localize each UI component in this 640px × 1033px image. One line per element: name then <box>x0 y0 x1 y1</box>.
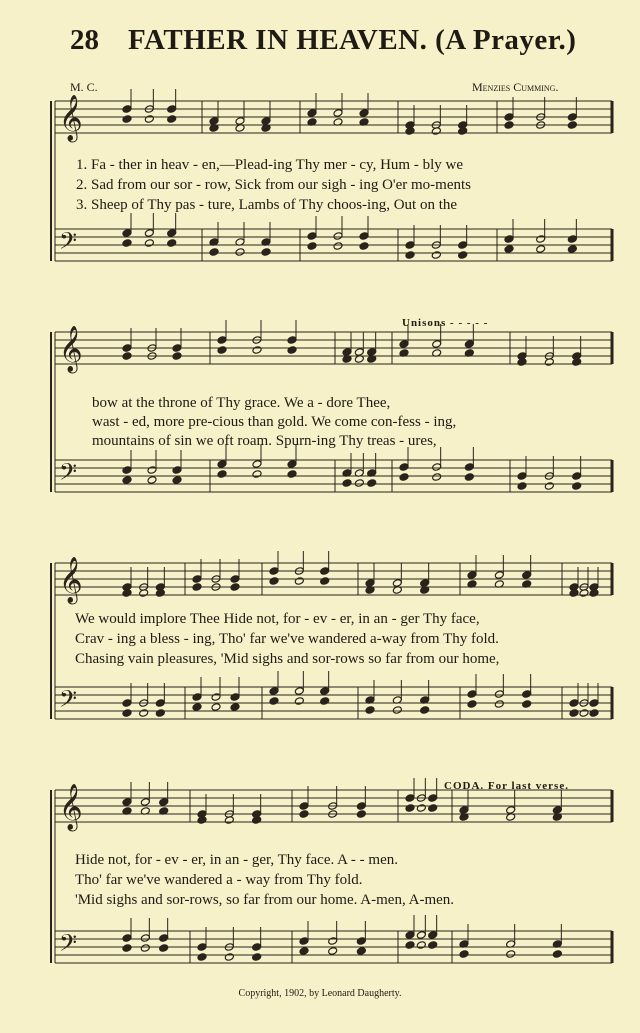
notehead <box>159 944 169 953</box>
notehead <box>467 571 477 580</box>
notehead <box>517 358 527 367</box>
notehead <box>544 482 554 491</box>
notehead <box>399 463 409 472</box>
notehead <box>252 816 262 825</box>
notehead <box>494 700 504 709</box>
notehead <box>517 482 527 491</box>
notehead <box>405 251 415 260</box>
notehead <box>459 950 469 959</box>
notehead <box>287 470 297 479</box>
notehead <box>167 239 177 248</box>
notehead <box>140 934 150 943</box>
lyric-line-s1-v1: 1. Fa - ther in heav - en,—Plead-ing Thy mer - cy, Hum - bly we <box>76 157 463 173</box>
treble-clef: 𝄞 <box>59 95 83 141</box>
notehead <box>147 476 157 485</box>
notehead <box>517 472 527 481</box>
notehead <box>122 709 132 718</box>
bass-clef: 𝄢 <box>59 685 78 718</box>
notehead <box>167 115 177 124</box>
notehead <box>299 810 309 819</box>
notehead <box>567 235 577 244</box>
notehead <box>192 703 202 712</box>
composer-initials: M. C. <box>70 80 98 94</box>
notehead <box>294 697 304 706</box>
notehead <box>458 127 468 136</box>
notehead <box>192 693 202 702</box>
notehead <box>217 346 227 355</box>
notehead <box>299 947 309 956</box>
notehead <box>307 232 317 241</box>
notehead <box>252 943 262 952</box>
notehead <box>299 937 309 946</box>
notehead <box>307 242 317 251</box>
notehead <box>420 706 430 715</box>
noteheads <box>122 89 599 961</box>
notehead <box>428 931 438 940</box>
notehead <box>217 336 227 345</box>
notehead <box>504 113 514 122</box>
composer-credit: Menzies Cumming. <box>472 80 559 94</box>
notehead <box>122 466 132 475</box>
notehead <box>333 109 343 118</box>
notehead <box>197 943 207 952</box>
notehead <box>416 931 426 940</box>
notehead <box>139 589 149 598</box>
notehead <box>144 229 154 238</box>
notehead <box>192 583 202 592</box>
notehead <box>569 589 579 598</box>
notehead <box>172 476 182 485</box>
notehead <box>428 804 438 813</box>
notehead <box>294 687 304 696</box>
lyric-line-s2-v1: bow at the throne of Thy grace. We a - dore Thee, <box>92 395 391 411</box>
notehead <box>356 947 366 956</box>
notehead <box>420 579 430 588</box>
notehead <box>122 115 132 124</box>
notehead <box>287 346 297 355</box>
notehead <box>428 794 438 803</box>
lyric-line-s1-v3: 3. Sheep of Thy pas - ture, Lambs of Thy choos-ing, Out on the <box>76 197 458 213</box>
notehead <box>269 567 279 576</box>
notehead <box>572 472 582 481</box>
notehead <box>522 700 532 709</box>
notehead <box>589 709 599 718</box>
notehead <box>572 482 582 491</box>
notehead <box>333 242 343 251</box>
notehead <box>504 235 514 244</box>
notehead <box>506 950 516 959</box>
notehead <box>359 242 369 251</box>
lyric-line-s3-v1: We would implore Thee Hide not, for - ev - er, in an - ger Thy face, <box>75 611 480 627</box>
bass-clef: 𝄢 <box>59 929 78 962</box>
notehead <box>569 699 579 708</box>
notehead <box>139 709 149 718</box>
notehead <box>197 953 207 962</box>
notehead <box>589 589 599 598</box>
notehead <box>252 346 262 355</box>
hymn-title: FATHER IN HEAVEN. (A Prayer.) <box>128 24 577 56</box>
notehead <box>342 479 352 488</box>
notehead <box>416 804 426 813</box>
notehead <box>269 687 279 696</box>
notehead <box>365 579 375 588</box>
notehead <box>287 336 297 345</box>
notehead <box>217 470 227 479</box>
notehead <box>155 699 165 708</box>
notehead <box>211 693 221 702</box>
notehead <box>155 589 165 598</box>
treble-clef: 𝄞 <box>59 557 83 603</box>
notehead <box>569 709 579 718</box>
notehead <box>328 947 338 956</box>
notehead <box>122 476 132 485</box>
notehead <box>579 709 589 718</box>
notehead <box>464 473 474 482</box>
notehead <box>458 241 468 250</box>
notehead <box>167 229 177 238</box>
notehead <box>192 575 202 584</box>
notehead <box>230 583 240 592</box>
notehead <box>122 934 132 943</box>
notehead <box>405 931 415 940</box>
notehead <box>506 806 516 815</box>
notehead <box>235 117 245 126</box>
notehead <box>159 798 169 807</box>
notehead <box>122 699 132 708</box>
notehead <box>172 352 182 361</box>
notehead <box>269 697 279 706</box>
notehead <box>122 229 132 238</box>
notehead <box>172 344 182 353</box>
notehead <box>392 706 402 715</box>
treble-clef: 𝄞 <box>59 326 83 372</box>
notehead <box>522 571 532 580</box>
clefs <box>59 95 83 962</box>
notehead <box>320 687 330 696</box>
notehead <box>356 810 366 819</box>
notehead <box>320 567 330 576</box>
notehead <box>464 340 474 349</box>
notehead <box>464 463 474 472</box>
notehead <box>589 699 599 708</box>
notehead <box>144 239 154 248</box>
notehead <box>399 473 409 482</box>
notehead <box>354 479 364 488</box>
notehead <box>122 944 132 953</box>
notehead <box>269 577 279 586</box>
unisons-marking: Unisons - - - - - <box>402 317 489 329</box>
notehead <box>544 358 554 367</box>
copyright-notice: Copyright, 1902, by Leonard Daugherty. <box>238 988 402 999</box>
notehead <box>299 802 309 811</box>
notehead <box>155 709 165 718</box>
notehead <box>320 577 330 586</box>
notehead <box>552 950 562 959</box>
bass-clef: 𝄢 <box>59 227 78 260</box>
notehead <box>459 806 469 815</box>
notehead <box>359 109 369 118</box>
notehead <box>458 251 468 260</box>
lyric-line-s4-v2: Tho' far we've wandered a - way from Thy fold. <box>75 872 363 888</box>
notehead <box>432 473 442 482</box>
notehead <box>144 115 154 124</box>
notehead <box>140 944 150 953</box>
notehead <box>261 117 271 126</box>
notehead <box>252 953 262 962</box>
notehead <box>328 937 338 946</box>
notehead <box>217 460 227 469</box>
notehead <box>235 248 245 257</box>
notehead <box>172 466 182 475</box>
lyric-line-s2-v3: mountains of sin we oft roam. Spurn-ing Thy treas - ures, <box>92 433 437 449</box>
notehead <box>504 121 514 130</box>
lyric-line-s4-v3: 'Mid sighs and sor-rows, so far from our home. A-men, A-men. <box>75 892 455 908</box>
notehead <box>536 245 546 254</box>
notehead <box>197 816 207 825</box>
notehead <box>356 937 366 946</box>
notehead <box>428 941 438 950</box>
coda-marking: CODA. For last verse. <box>444 780 569 792</box>
notehead <box>261 248 271 257</box>
notehead <box>552 806 562 815</box>
notehead <box>522 690 532 699</box>
notehead <box>579 589 589 598</box>
notehead <box>467 700 477 709</box>
notehead <box>140 798 150 807</box>
notehead <box>122 352 132 361</box>
lyric-line-s3-v3: Chasing vain pleasures, 'Mid sighs and sor-rows so far from our home, <box>75 651 500 667</box>
notehead <box>365 706 375 715</box>
notehead <box>494 690 504 699</box>
notehead <box>224 953 234 962</box>
notehead <box>567 113 577 122</box>
notehead <box>494 571 504 580</box>
notehead <box>224 816 234 825</box>
notehead <box>122 239 132 248</box>
notehead <box>416 941 426 950</box>
notehead <box>167 105 177 114</box>
notehead <box>209 117 219 126</box>
notehead <box>405 941 415 950</box>
notehead <box>122 344 132 353</box>
notehead <box>572 358 582 367</box>
notehead <box>333 232 343 241</box>
notehead <box>252 470 262 479</box>
notehead <box>504 245 514 254</box>
notehead <box>405 794 415 803</box>
notehead <box>431 127 441 136</box>
notehead <box>432 340 442 349</box>
notehead <box>307 109 317 118</box>
notehead <box>405 241 415 250</box>
treble-clef: 𝄞 <box>59 784 83 830</box>
notehead <box>367 348 377 357</box>
notehead <box>147 466 157 475</box>
lyric-line-s3-v2: Crav - ing a bless - ing, Tho' far we've wandered a-way from Thy fold. <box>75 631 499 647</box>
notehead <box>122 798 132 807</box>
notehead <box>230 693 240 702</box>
notehead <box>432 463 442 472</box>
notehead <box>230 703 240 712</box>
notehead <box>367 479 377 488</box>
notehead <box>405 127 415 136</box>
staff-lines <box>55 101 612 963</box>
notehead <box>211 703 221 712</box>
notehead <box>230 575 240 584</box>
notehead <box>294 577 304 586</box>
notehead <box>122 589 132 598</box>
notehead <box>431 251 441 260</box>
notehead <box>536 235 546 244</box>
notehead <box>467 690 477 699</box>
notehead <box>399 340 409 349</box>
notehead <box>122 105 132 114</box>
barlines <box>51 101 612 963</box>
notehead <box>356 802 366 811</box>
notehead <box>342 348 352 357</box>
bass-clef: 𝄢 <box>59 458 78 491</box>
notehead <box>359 232 369 241</box>
lyric-line-s2-v2: wast - ed, more pre-cious than gold. We come con-fess - ing, <box>92 414 457 430</box>
notehead <box>567 121 577 130</box>
notehead <box>252 460 262 469</box>
notehead <box>405 804 415 813</box>
notehead <box>392 579 402 588</box>
lyric-line-s4-v1: Hide not, for - ev - er, in an - ger, Thy face. A - - men. <box>75 852 398 868</box>
notehead <box>567 245 577 254</box>
page-number: 28 <box>70 24 99 56</box>
notehead <box>320 697 330 706</box>
notehead <box>209 248 219 257</box>
lyric-line-s1-v2: 2. Sad from our sor - row, Sick from our sigh - ing O'er mo-ments <box>76 177 472 193</box>
notehead <box>354 348 364 357</box>
notehead <box>287 460 297 469</box>
notehead <box>159 934 169 943</box>
